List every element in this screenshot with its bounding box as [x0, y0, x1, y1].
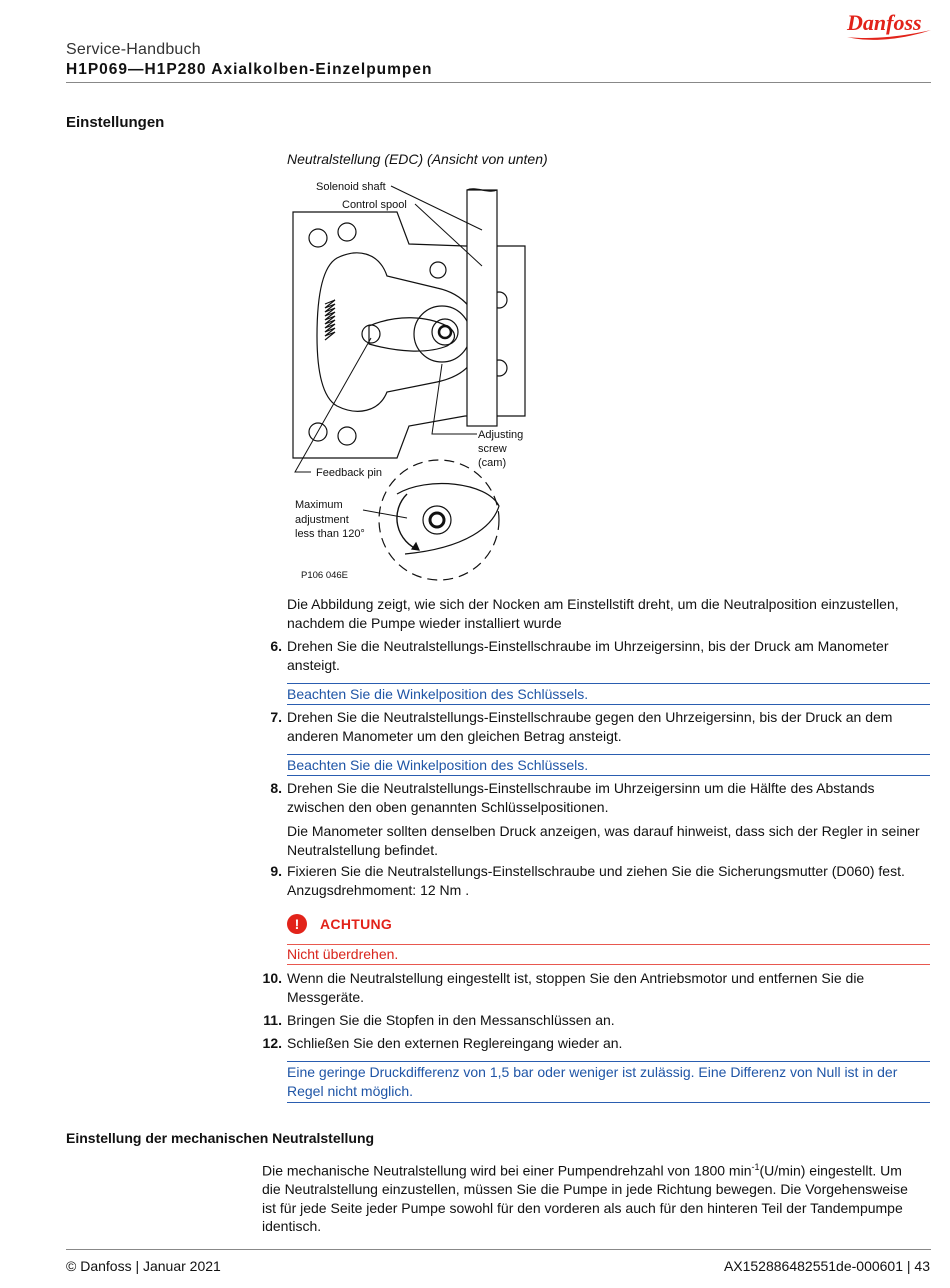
footer-copyright: © Danfoss | Januar 2021 — [66, 1258, 221, 1274]
feedback-spring — [325, 300, 335, 340]
label-solenoid-shaft: Solenoid shaft — [316, 181, 386, 193]
figure-id: P106 046E — [301, 570, 349, 581]
detail-cam-inner — [430, 513, 444, 527]
bolt-hole — [338, 223, 356, 241]
bolt-hole — [309, 229, 327, 247]
note-box: Beachten Sie die Winkelposition des Schlüssels. — [287, 683, 930, 705]
feedback-lever — [369, 318, 455, 351]
label-adjusting-screw-1: Adjusting — [478, 429, 524, 441]
section-heading: Einstellungen — [66, 114, 165, 131]
subsection-heading: Einstellung der mechanischen Neutralstellung — [66, 1130, 375, 1146]
detail-body — [397, 484, 499, 554]
label-maximum-2: adjustment — [295, 514, 349, 526]
detail-cam — [423, 506, 451, 534]
header-subtitle: Service-Handbuch — [66, 41, 201, 58]
bolt-hole — [430, 262, 446, 278]
note-box: Beachten Sie die Winkelposition des Schlüssels. — [287, 754, 930, 776]
label-maximum-1: Maximum — [295, 499, 343, 511]
edc-neutral-figure — [287, 176, 537, 586]
mechanical-paragraph: Die mechanische Neutralstellung wird bei einer Pumpendrehzahl von 1800 $\min^{-1}(U/\min)$ eingestellt. Um die Neutralstellung einzustellen, müssen Sie die Pumpe in jede Richtung bewegen. Die Vorgehensweise ist für jede Seite jeder Pumpe sowohl für den vorderen als auch für den hinteren Teil der Tandempumpe identisch. — [262, 1162, 908, 1235]
leader-maximum — [363, 510, 407, 518]
label-adjusting-screw-2: screw — [478, 443, 507, 455]
footer-doc-number: AX152886482551de-000601 | 43 — [723, 1258, 930, 1274]
step-number: 9. — [270, 863, 282, 879]
caution-label: ACHTUNG — [320, 916, 393, 932]
footer-divider — [66, 1249, 931, 1250]
figure-caption: Neutralstellung (EDC) (Ansicht von unten) — [287, 151, 548, 167]
step-number: 10. — [262, 970, 282, 986]
label-maximum-3: less than 120° — [295, 528, 365, 540]
step-number: 11. — [263, 1012, 282, 1028]
label-adjusting-screw-3: (cam) — [478, 457, 507, 469]
leader-feedback — [295, 338, 371, 472]
step-number: 7. — [270, 709, 282, 725]
bolt-hole — [338, 427, 356, 445]
feedback-pin — [362, 325, 380, 343]
step-number: 6. — [270, 638, 282, 654]
rotation-arrowhead — [412, 543, 419, 550]
step-number: 8. — [270, 780, 282, 796]
document-title: H1P069—H1P280 Axialkolben-Einzelpumpen — [66, 61, 433, 78]
warning-icon: ! — [287, 914, 307, 934]
inner-cavity — [317, 253, 479, 411]
caution-text: Nicht überdrehen. — [287, 944, 930, 965]
rotation-arrow — [397, 494, 419, 550]
label-feedback-pin: Feedback pin — [316, 467, 383, 479]
danfoss-logo — [843, 6, 935, 42]
header-divider — [66, 82, 931, 83]
intro-paragraph: Die Abbildung zeigt, wie sich der Nocken am Einstellstift dreht, um die Neutralposition einzustellen, nachdem die Pumpe wieder installiert wurde — [287, 596, 899, 631]
step-number: 12. — [262, 1035, 282, 1051]
cam-outer — [414, 306, 470, 362]
label-control-spool: Control spool — [342, 199, 407, 211]
logo-text: Danfoss — [847, 10, 922, 35]
note-box-tolerance: Eine geringe Druckdifferenz von 1,5 bar oder weniger ist zulässig. Eine Differenz von Null ist in der Regel nicht möglich. — [287, 1061, 930, 1103]
cam-inner — [439, 326, 451, 338]
